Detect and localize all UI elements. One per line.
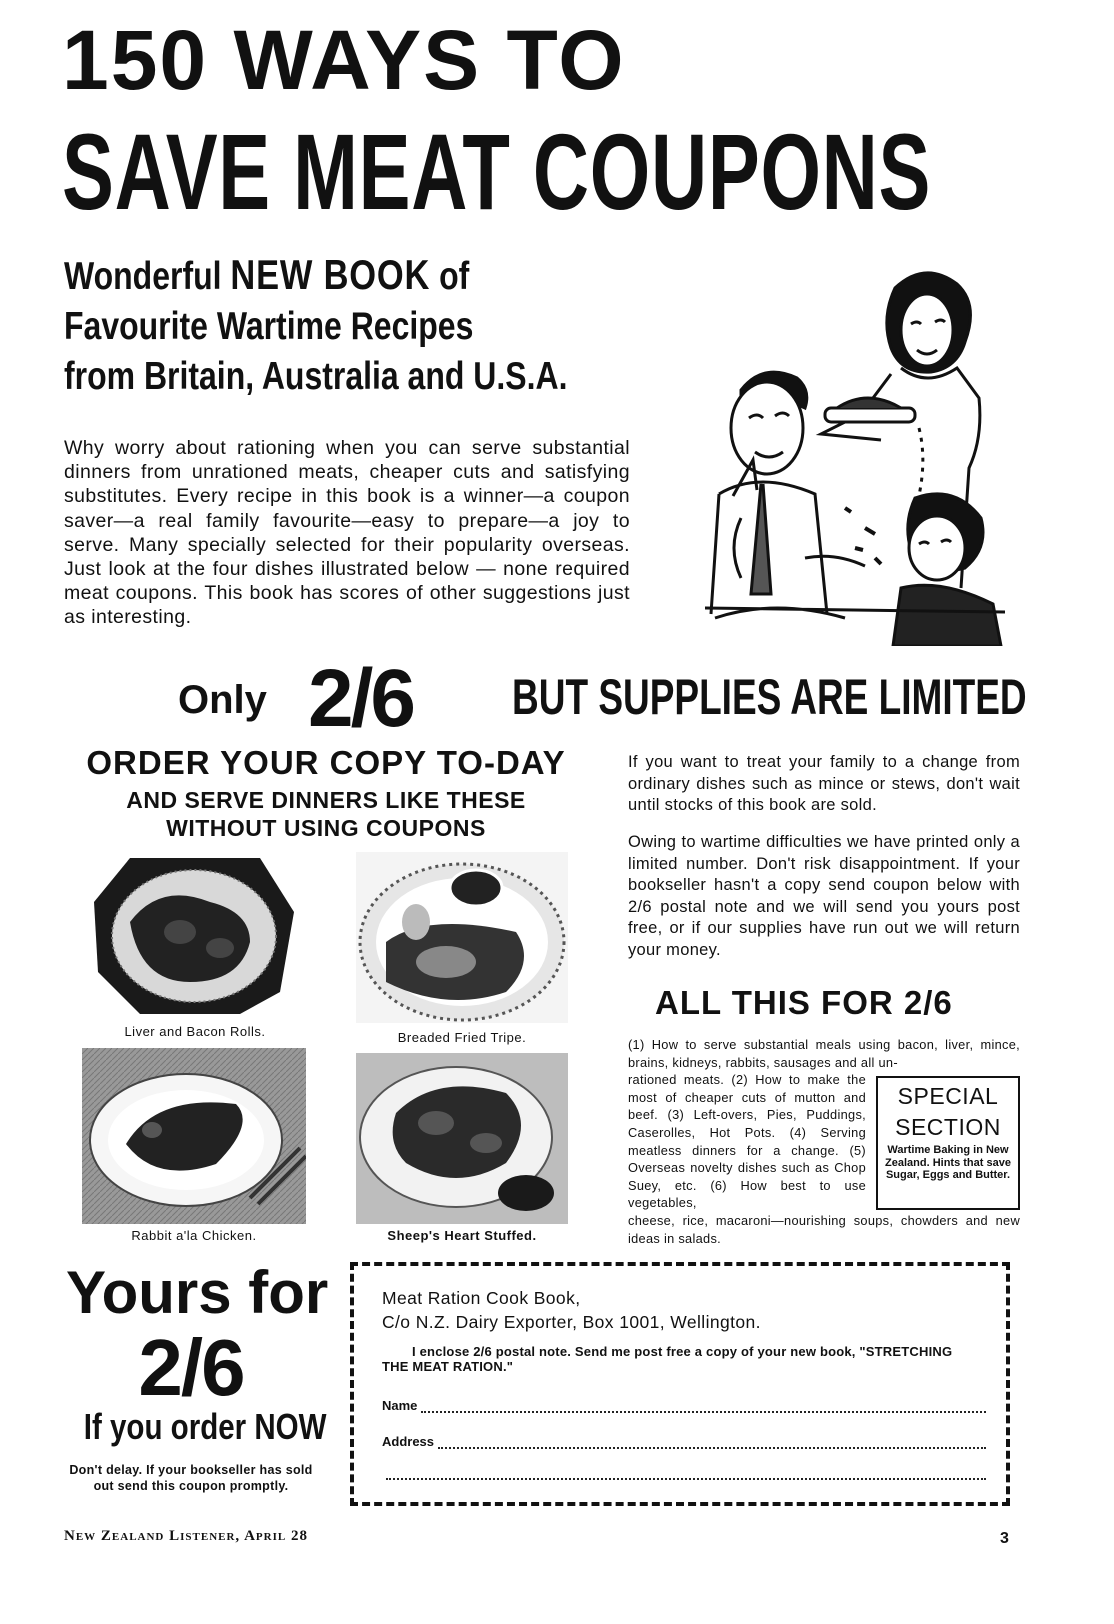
intro-paragraph: Why worry about rationing when you can serve substantial dinners from unrationed meats, cheaper cuts and satisfying substitutes. Every recipe in this book is a winner—a coupon saver—a real family favourite—easy to prepare—a joy to serve. Many specially selected for their popularity overseas. Just look at the four dishes illustrated below — none required meat coupons. This book has scores of other suggestions just as interesting. — [64, 437, 630, 629]
rabbit-a-la-chicken-photo — [82, 1048, 306, 1224]
breaded-fried-tripe-photo — [356, 852, 568, 1023]
coupon-address: Meat Ration Cook Book, C/o N.Z. Dairy Exporter, Box 1001, Wellington. — [382, 1288, 761, 1332]
all-this-heading: ALL THIS FOR 2/6 — [655, 984, 953, 1021]
name-label: Name — [382, 1398, 418, 1413]
extra-dotted-line[interactable] — [386, 1468, 986, 1480]
yours-for-price: 2/6 — [138, 1323, 244, 1412]
yours-for-heading: Yours for — [66, 1259, 329, 1326]
page-number: 3 — [1000, 1530, 1009, 1547]
subheadline-line-3: from Britain, Australia and U.S.A. — [64, 354, 568, 398]
supplies-limited-banner: BUT SUPPLIES ARE LIMITED — [512, 669, 1027, 725]
coupon-enclose-text: I enclose 2/6 postal note. Send me post free a copy of your new book, "STRETCHING THE MEAT RATION." — [382, 1344, 953, 1374]
name-dotted-line[interactable] — [421, 1401, 986, 1413]
right-paragraph-1: If you want to treat your family to a change from ordinary dishes such as mince or stews, don't wait until stocks of this book are sold. — [628, 753, 1020, 814]
dish-caption: Rabbit a'la Chicken. — [131, 1228, 257, 1243]
dish-caption: Liver and Bacon Rolls. — [124, 1024, 266, 1039]
dont-delay-note: Don't delay. If your bookseller has sold out send this coupon promptly. — [69, 1463, 313, 1493]
coupon-extra-address-line[interactable] — [382, 1468, 986, 1480]
order-heading: ORDER YOUR COPY TO-DAY — [86, 744, 566, 781]
coupon-address-field[interactable] — [382, 1434, 986, 1449]
subheadline — [64, 248, 568, 402]
only-label: Only — [178, 678, 267, 722]
address-dotted-line[interactable] — [438, 1437, 986, 1449]
coupon-name-field[interactable] — [382, 1398, 986, 1413]
dish-caption: Breaded Fried Tripe. — [397, 1030, 527, 1045]
sheeps-heart-stuffed-photo — [356, 1053, 568, 1224]
dish-caption: Sheep's Heart Stuffed. — [387, 1228, 537, 1243]
if-you-order-now: If you order NOW — [83, 1406, 327, 1447]
family-dinner-illustration — [705, 258, 1005, 646]
subheadline-line-2: Favourite Wartime Recipes — [64, 304, 474, 348]
publication-footer: New Zealand Listener, April 28 — [64, 1528, 308, 1544]
right-paragraph-2: Owing to wartime difficulties we have printed only a limited number. Don't risk disappointment. If your bookseller hasn't a copy send coupon below with 2/6 postal note and we will send you yours post free, or if our supplies have run out we will return your money. — [628, 833, 1020, 959]
headline-line-1: 150 WAYS TO — [62, 13, 626, 107]
subheadline-line-1: Wonderful NEW BOOK of — [64, 251, 470, 298]
headline-line-2: SAVE MEAT COUPONS — [62, 111, 932, 232]
liver-bacon-rolls-photo — [90, 852, 298, 1017]
order-subheading: AND SERVE DINNERS LIKE THESE WITHOUT USING COUPONS — [126, 787, 526, 841]
special-section-box: SPECIAL SECTION Wartime Baking in New Zealand. Hints that save Sugar, Eggs and Butter. — [876, 1076, 1020, 1210]
address-label: Address — [382, 1434, 435, 1449]
price-large: 2/6 — [308, 653, 413, 744]
contents-list: (1) How to serve substantial meals using bacon, liver, mince, brains, kidneys, rabbits, sausages and all un- rationed meats. (2) How to make the most of cheaper cuts of mutton and beef. (3) Left-overs, Pies, Puddings, Caserolles, Hot Pots. (4) Serving meatless dinners for a change. (5) Overseas novelty dishes such as Chop Suey, etc. (6) How best to use vegetables, cheese, rice, macaroni—nourishing soups, chowders and new ideas in salads. — [628, 1037, 1020, 1246]
